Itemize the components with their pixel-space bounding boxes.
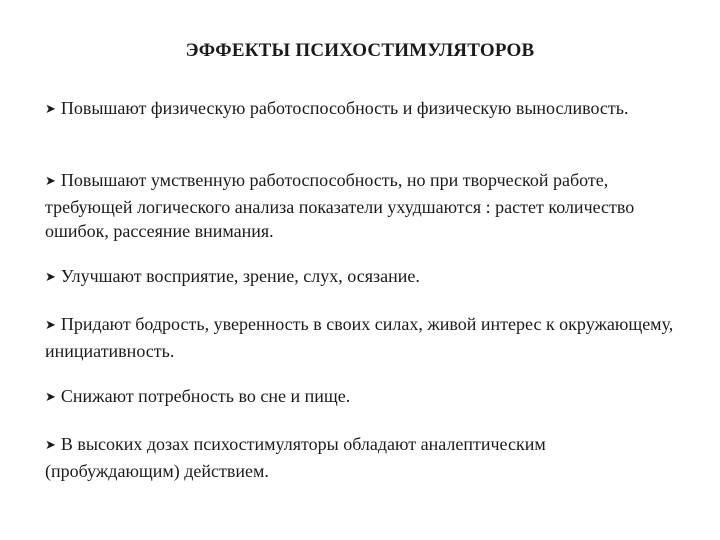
bullet-item — [45, 168, 685, 243]
arrow-bullet-icon: ➤ — [45, 438, 56, 453]
bullet-text: Повышают умственную работоспособность, но при творческой работе, требующей логического анализа показатели ухудшаются : растет количество ошибок, рассеяние внимания. — [45, 170, 635, 241]
bullet-text: Придают бодрость, уверенность в своих силах, живой интерес к окружающему, инициативность. — [45, 314, 674, 361]
bullet-item — [45, 432, 685, 483]
slide-title: ЭФФЕКТЫ ПСИХОСТИМУЛЯТОРОВ — [185, 40, 535, 61]
arrow-bullet-icon: ➤ — [45, 270, 56, 285]
arrow-bullet-icon: ➤ — [45, 390, 56, 405]
arrow-bullet-icon: ➤ — [45, 174, 56, 189]
arrow-bullet-icon: ➤ — [45, 318, 56, 333]
bullet-text: В высоких дозах психостимуляторы обладают аналептическим (пробуждающим) действием. — [45, 434, 546, 481]
bullet-item — [45, 312, 685, 363]
bullet-item — [45, 264, 685, 291]
bullet-item — [45, 384, 685, 411]
bullet-item — [45, 96, 685, 123]
bullet-text: Повышают физическую работоспособность и физическую выносливость. — [60, 98, 629, 118]
bullet-text: Улучшают восприятие, зрение, слух, осязание. — [60, 266, 420, 286]
arrow-bullet-icon: ➤ — [45, 102, 56, 117]
bullet-text: Снижают потребность во сне и пище. — [60, 386, 351, 406]
